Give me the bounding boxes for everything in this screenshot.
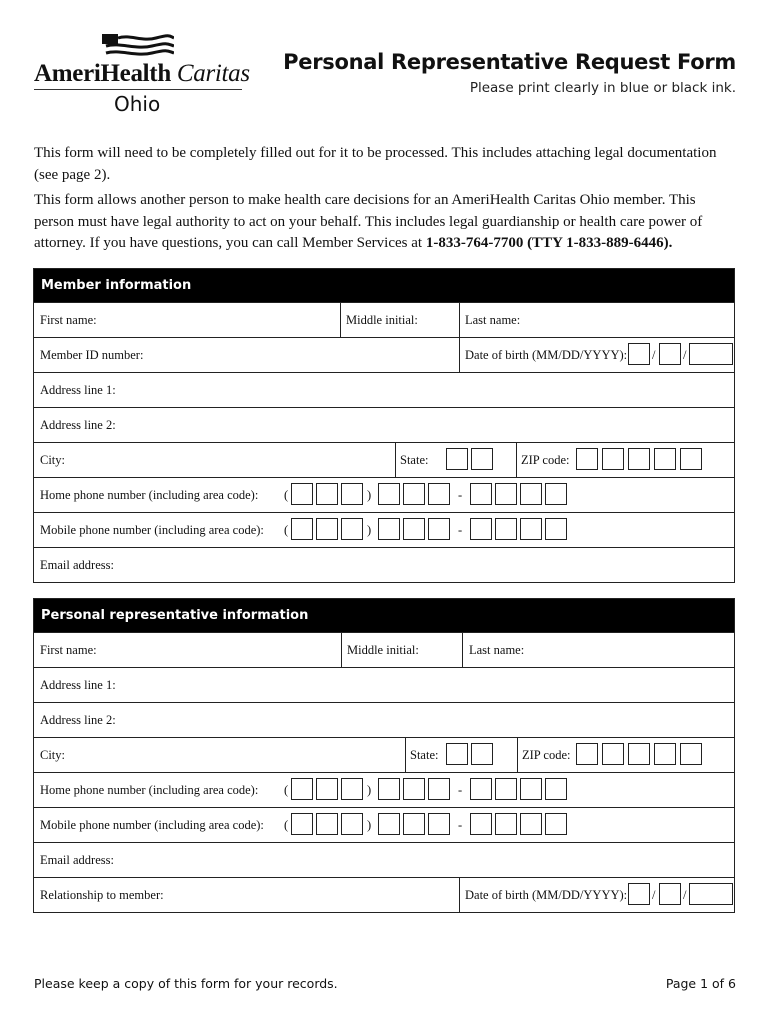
member-mobile-area-box-3[interactable]: [341, 518, 363, 540]
member-city-row: [34, 442, 734, 477]
rep-relationship-row: Relationship to member: Date of birth (MM/DD/YYYY): / /: [34, 877, 734, 912]
member-home-prefix-box-2[interactable]: [403, 483, 425, 505]
member-home-prefix-box-3[interactable]: [428, 483, 450, 505]
rep-address-line-1-field[interactable]: Address line 1:: [40, 678, 116, 692]
representative-information-section: [33, 598, 735, 913]
member-services-phone: 1-833-764-7700 (TTY 1-833-889-6446).: [425, 235, 673, 251]
rep-state-label: State:: [410, 748, 439, 762]
member-mobile-line-box-1[interactable]: [470, 518, 492, 540]
rep-dob-label: Date of birth (MM/DD/YYYY):: [465, 888, 628, 902]
member-mobile-line-box-4[interactable]: [545, 518, 567, 540]
rep-city-row: [34, 737, 734, 772]
member-city-field[interactable]: City:: [40, 453, 66, 467]
logo-divider: [34, 89, 242, 90]
rep-home-area-box-1[interactable]: [291, 778, 313, 800]
member-address-line-2-field[interactable]: Address line 2:: [40, 418, 116, 432]
member-information-heading: Member information: [34, 269, 734, 302]
rep-home-line-box-1[interactable]: [470, 778, 492, 800]
brand-state: Ohio: [114, 92, 161, 116]
footer-note: Please keep a copy of this form for your records.: [34, 976, 338, 991]
member-zip-box-2[interactable]: [602, 448, 624, 470]
rep-zip-box-5[interactable]: [680, 743, 702, 765]
rep-state-box-2[interactable]: [471, 743, 493, 765]
member-home-phone-row: Home phone number (including area code): ( ) -: [34, 477, 734, 512]
rep-dob-day-box[interactable]: [659, 883, 681, 905]
member-address-line-1-field[interactable]: Address line 1:: [40, 383, 116, 397]
rep-mobile-line-box-1[interactable]: [470, 813, 492, 835]
rep-home-line-box-4[interactable]: [545, 778, 567, 800]
member-last-name-field[interactable]: Last name:: [465, 313, 521, 327]
member-zip-box-4[interactable]: [654, 448, 676, 470]
intro-paragraph-1: This form will need to be completely filled out for it to be processed. This includes attaching legal documentation (see page 2).: [34, 145, 717, 183]
member-mobile-area-box-1[interactable]: [291, 518, 313, 540]
rep-home-phone-row: Home phone number (including area code): ( ) -: [34, 772, 734, 807]
rep-city-field[interactable]: City:: [40, 748, 66, 762]
rep-mobile-phone-label: Mobile phone number (including area code):: [40, 818, 264, 832]
rep-email-row: [34, 842, 734, 877]
rep-name-row: [34, 632, 734, 667]
member-email-field[interactable]: Email address:: [40, 558, 114, 572]
rep-relationship-field[interactable]: Relationship to member:: [40, 888, 164, 902]
member-dob-year-box[interactable]: [689, 343, 733, 365]
rep-zip-box-3[interactable]: [628, 743, 650, 765]
rep-home-area-box-2[interactable]: [316, 778, 338, 800]
rep-zip-box-4[interactable]: [654, 743, 676, 765]
rep-home-prefix-box-2[interactable]: [403, 778, 425, 800]
amerihealth-caritas-logo: [34, 34, 249, 116]
rep-mobile-phone-row: Mobile phone number (including area code): ( ) -: [34, 807, 734, 842]
member-home-area-box-1[interactable]: [291, 483, 313, 505]
member-mobile-prefix-box-2[interactable]: [403, 518, 425, 540]
member-dob-label: Date of birth (MM/DD/YYYY):: [465, 348, 628, 362]
rep-mobile-area-box-3[interactable]: [341, 813, 363, 835]
member-id-field[interactable]: Member ID number:: [40, 348, 144, 362]
rep-dob-year-box[interactable]: [689, 883, 733, 905]
rep-last-name-field[interactable]: Last name:: [469, 643, 525, 657]
rep-address-line-2-field[interactable]: Address line 2:: [40, 713, 116, 727]
member-home-line-box-4[interactable]: [545, 483, 567, 505]
member-dob-day-box[interactable]: [659, 343, 681, 365]
member-name-row: [34, 302, 734, 337]
member-middle-initial-field[interactable]: Middle initial:: [346, 313, 418, 327]
member-home-area-box-3[interactable]: [341, 483, 363, 505]
member-mobile-line-box-2[interactable]: [495, 518, 517, 540]
member-home-area-box-2[interactable]: [316, 483, 338, 505]
rep-first-name-field[interactable]: First name:: [40, 643, 97, 657]
member-home-line-box-2[interactable]: [495, 483, 517, 505]
member-mobile-prefix-box-3[interactable]: [428, 518, 450, 540]
rep-home-line-box-3[interactable]: [520, 778, 542, 800]
member-home-prefix-box-1[interactable]: [378, 483, 400, 505]
rep-state-box-1[interactable]: [446, 743, 468, 765]
rep-home-line-box-2[interactable]: [495, 778, 517, 800]
member-mobile-line-box-3[interactable]: [520, 518, 542, 540]
member-information-section: [33, 268, 735, 583]
member-home-line-box-1[interactable]: [470, 483, 492, 505]
page-number: Page 1 of 6: [665, 976, 736, 991]
rep-mobile-line-box-4[interactable]: [545, 813, 567, 835]
member-address2-row: [34, 407, 734, 442]
member-mobile-prefix-box-1[interactable]: [378, 518, 400, 540]
rep-zip-box-1[interactable]: [576, 743, 598, 765]
rep-address1-row: [34, 667, 734, 702]
rep-dob-month-box[interactable]: [628, 883, 650, 905]
member-zip-box-1[interactable]: [576, 448, 598, 470]
representative-information-heading: Personal representative information: [34, 599, 734, 632]
rep-middle-initial-field[interactable]: Middle initial:: [347, 643, 419, 657]
rep-zip-box-2[interactable]: [602, 743, 624, 765]
brand-name: AmeriHealth Caritas: [34, 60, 250, 87]
member-state-box-2[interactable]: [471, 448, 493, 470]
member-state-box-1[interactable]: [446, 448, 468, 470]
member-mobile-area-box-2[interactable]: [316, 518, 338, 540]
page-title: Personal Representative Request Form: [283, 50, 736, 74]
rep-mobile-prefix-box-2[interactable]: [403, 813, 425, 835]
member-first-name-field[interactable]: First name:: [40, 313, 97, 327]
rep-mobile-line-box-3[interactable]: [520, 813, 542, 835]
rep-home-prefix-box-1[interactable]: [378, 778, 400, 800]
rep-mobile-line-box-2[interactable]: [495, 813, 517, 835]
rep-home-area-box-3[interactable]: [341, 778, 363, 800]
member-dob-month-box[interactable]: [628, 343, 650, 365]
member-home-line-box-3[interactable]: [520, 483, 542, 505]
rep-zip-label: ZIP code:: [522, 748, 571, 762]
member-mobile-phone-label: Mobile phone number (including area code):: [40, 523, 264, 537]
member-zip-box-5[interactable]: [680, 448, 702, 470]
intro-paragraph-2: This form allows another person to make health care decisions for an AmeriHealth Caritas Ohio member. This person must have legal authority to act on your behalf. This includes legal guardianship or health care power of attorney. If you have questions, you can call Member Services at 1-833-764-7700 (TTY 1-833-889-6446).: [34, 192, 703, 251]
member-zip-label: ZIP code:: [521, 453, 570, 467]
member-home-phone-label: Home phone number (including area code):: [40, 488, 259, 502]
page-subtitle: Please print clearly in blue or black ink.: [469, 80, 736, 96]
member-address1-row: [34, 372, 734, 407]
rep-mobile-prefix-box-3[interactable]: [428, 813, 450, 835]
rep-email-field[interactable]: Email address:: [40, 853, 114, 867]
rep-home-phone-label: Home phone number (including area code):: [40, 783, 259, 797]
member-mobile-phone-row: Mobile phone number (including area code): ( ) -: [34, 512, 734, 547]
member-email-row: [34, 547, 734, 582]
rep-home-prefix-box-3[interactable]: [428, 778, 450, 800]
rep-mobile-area-box-2[interactable]: [316, 813, 338, 835]
flag-logo-icon: [102, 34, 174, 58]
member-zip-box-3[interactable]: [628, 448, 650, 470]
rep-mobile-area-box-1[interactable]: [291, 813, 313, 835]
rep-address2-row: [34, 702, 734, 737]
member-id-row: Member ID number: Date of birth (MM/DD/YYYY): / /: [34, 337, 734, 372]
rep-mobile-prefix-box-1[interactable]: [378, 813, 400, 835]
member-state-label: State:: [400, 453, 429, 467]
